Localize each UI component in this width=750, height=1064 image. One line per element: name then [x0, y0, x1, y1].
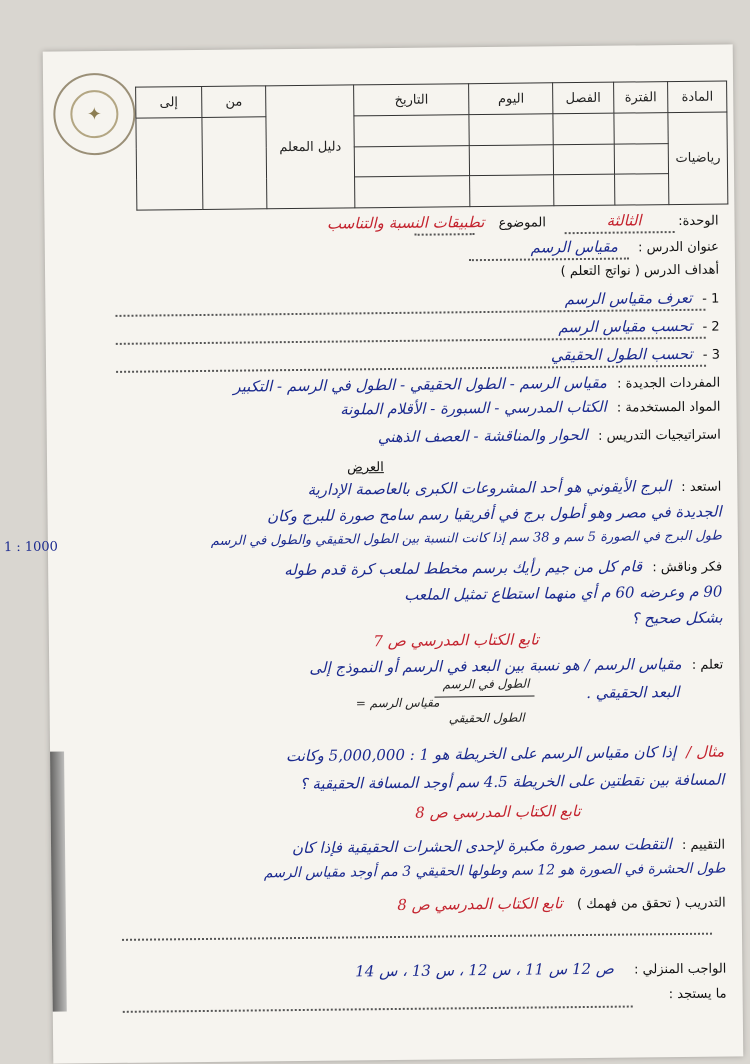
lesson-plan-sheet — [3, 44, 744, 1063]
guide-label: دليل المعلم — [266, 85, 355, 209]
title-value: مقياس الرسم — [530, 237, 618, 257]
objective-dots — [115, 309, 705, 317]
new-row — [669, 987, 727, 1003]
objective-num: 1 - — [702, 291, 720, 307]
new-dots — [123, 1006, 633, 1013]
vocab-value: مقياس الرسم - الطول الحقيقي - الطول في الرسم - التكبير — [233, 373, 608, 396]
homework-value: ص 12 س 11 ، س 12 ، س 13 ، س 14 — [355, 959, 614, 981]
class-label: الفصل — [553, 82, 614, 114]
think-line: قام كل من جيم رأيك برسم مخطط لملعب كرة قدم طوله — [284, 557, 643, 580]
header-table — [135, 80, 728, 210]
learn-line: مقياس الرسم / هو نسبة بين البعد في الرسم أو النموذج إلى — [309, 654, 682, 677]
prepare-line: البرج الأيقوني هو أحد المشروعات الكبرى بالعاصمة الإدارية — [307, 477, 672, 499]
presentation-title: العرض — [347, 460, 384, 476]
date-cell — [355, 176, 471, 208]
homework-label: الواجب المنزلي : — [633, 961, 727, 978]
date-cell — [354, 115, 470, 147]
example-row — [286, 743, 724, 766]
example-book-ref: تابع الكتاب المدرسي ص 8 — [415, 802, 581, 822]
to-cell — [136, 117, 203, 210]
prepare-line: طول البرج في الصورة 5 سم و 38 سم إذا كانت النسبة بين الطول الحقيقي والطول في الرسم — [210, 528, 722, 549]
title-label: عنوان الدرس : — [637, 239, 719, 256]
learn-row — [309, 655, 723, 677]
period-cell — [614, 113, 669, 144]
assess-label: التقييم : — [681, 837, 726, 853]
objective-text: تعرف مقياس الرسم — [564, 288, 693, 309]
objectives-label: أهداف الدرس ( نواتج التعلم ) — [560, 262, 720, 280]
prepare-line: الجديدة في مصر وهو أطول برج في أفريقيا رسم سامح صورة للبرج وكان — [266, 502, 722, 526]
from-cell — [202, 117, 267, 210]
objective-text: تحسب الطول الحقيقي — [550, 344, 693, 365]
learn-line: البعد الحقيقي . — [586, 683, 680, 702]
think-line: بشكل صحيح ؟ — [631, 608, 723, 628]
practice-label: التدريب ( تحقق من فهمك ) — [576, 895, 726, 913]
think-row — [284, 557, 722, 580]
practice-row — [397, 893, 726, 914]
example-label: مثال / — [686, 742, 725, 761]
objective-num: 3 - — [702, 347, 721, 363]
learn-label: تعلم : — [691, 657, 724, 673]
new-label: ما يستجد : — [668, 986, 727, 1003]
subject-label: المادة — [668, 81, 727, 113]
strategies-label: استراتيجيات التدريس : — [597, 427, 721, 444]
vocab-row — [233, 373, 720, 396]
prepare-label: استعد : — [681, 479, 722, 495]
materials-row — [340, 397, 720, 419]
objective-row — [565, 289, 720, 309]
page-edge-shadow — [50, 751, 67, 1011]
objective-row — [551, 345, 720, 365]
assess-line: التقطت سمر صورة مكبرة لإحدى الحشرات الحقيقية فإذا كان — [291, 835, 672, 858]
strategies-value: الحوار والمناقشة - العصف الذهني — [377, 425, 589, 447]
formula-numerator: الطول في الرسم — [442, 676, 530, 692]
date-cell — [354, 145, 470, 177]
topic-dots — [415, 233, 475, 236]
unit-value: الثالثة — [606, 211, 642, 230]
materials-label: المواد المستخدمة : — [616, 399, 721, 416]
example-line: المسافة بين نقطتين على الخريطة 4.5 سم أوجد المسافة الحقيقية ؟ — [299, 770, 725, 793]
period-label: الفترة — [613, 82, 668, 114]
think-book-ref: تابع الكتاب المدرسي ص 7 — [373, 630, 539, 651]
example-line: إذا كان مقياس الرسم على الخريطة هو 1 : 5,000,000 وكانت — [285, 743, 677, 766]
assess-row — [292, 835, 725, 858]
objective-row — [558, 317, 720, 337]
formula-left: مقياس الرسم = — [355, 695, 440, 711]
from-label: من — [202, 86, 266, 118]
ministry-seal-logo — [53, 73, 136, 156]
date-label: التاريخ — [354, 84, 470, 116]
objective-dots — [116, 337, 706, 345]
class-cell — [553, 144, 614, 175]
think-label: فكر وناقش : — [652, 559, 723, 576]
materials-value: الكتاب المدرسي - السبورة - الأقلام الملونة — [340, 397, 607, 419]
margin-scale-note: 1 : 1000 — [3, 539, 58, 556]
think-line: 90 م وعرضه 60 م أي منهما استطاع تمثيل الملعب — [404, 582, 723, 604]
topic-value: تطبيقات النسبة والتناسب — [326, 213, 485, 233]
unit-label: الوحدة: — [678, 213, 719, 229]
assess-line: طول الحشرة في الصورة هو 12 سم وطولها الحقيقي 3 مم أوجد مقياس الرسم — [263, 860, 726, 882]
day-cell — [470, 144, 554, 176]
unit-dots — [565, 231, 675, 234]
subject-value: رياضيات — [668, 112, 728, 205]
title-dots — [469, 258, 629, 262]
to-label: إلى — [136, 86, 202, 118]
objective-dots — [116, 365, 706, 373]
objective-num: 2 - — [702, 319, 720, 335]
topic-label: الموضوع — [498, 215, 546, 231]
title-row — [530, 237, 718, 257]
class-cell — [554, 174, 615, 205]
homework-row — [355, 959, 726, 981]
prepare-row — [307, 477, 721, 499]
class-cell — [553, 113, 614, 144]
unit-row — [327, 211, 719, 233]
fraction-bar — [434, 696, 534, 698]
strategies-row — [378, 425, 721, 447]
eagle-emblem-icon: ✦ — [70, 90, 119, 139]
practice-book-ref: تابع الكتاب المدرسي ص 8 — [397, 894, 563, 914]
day-label: اليوم — [469, 83, 553, 115]
day-cell — [470, 175, 554, 207]
period-cell — [614, 174, 669, 205]
objective-text: تحسب مقياس الرسم — [558, 316, 693, 337]
practice-dots — [122, 933, 712, 941]
formula-denominator: الطول الحقيقي — [448, 710, 525, 726]
vocab-label: المفردات الجديدة : — [616, 375, 721, 392]
period-cell — [614, 143, 669, 174]
day-cell — [469, 114, 553, 146]
